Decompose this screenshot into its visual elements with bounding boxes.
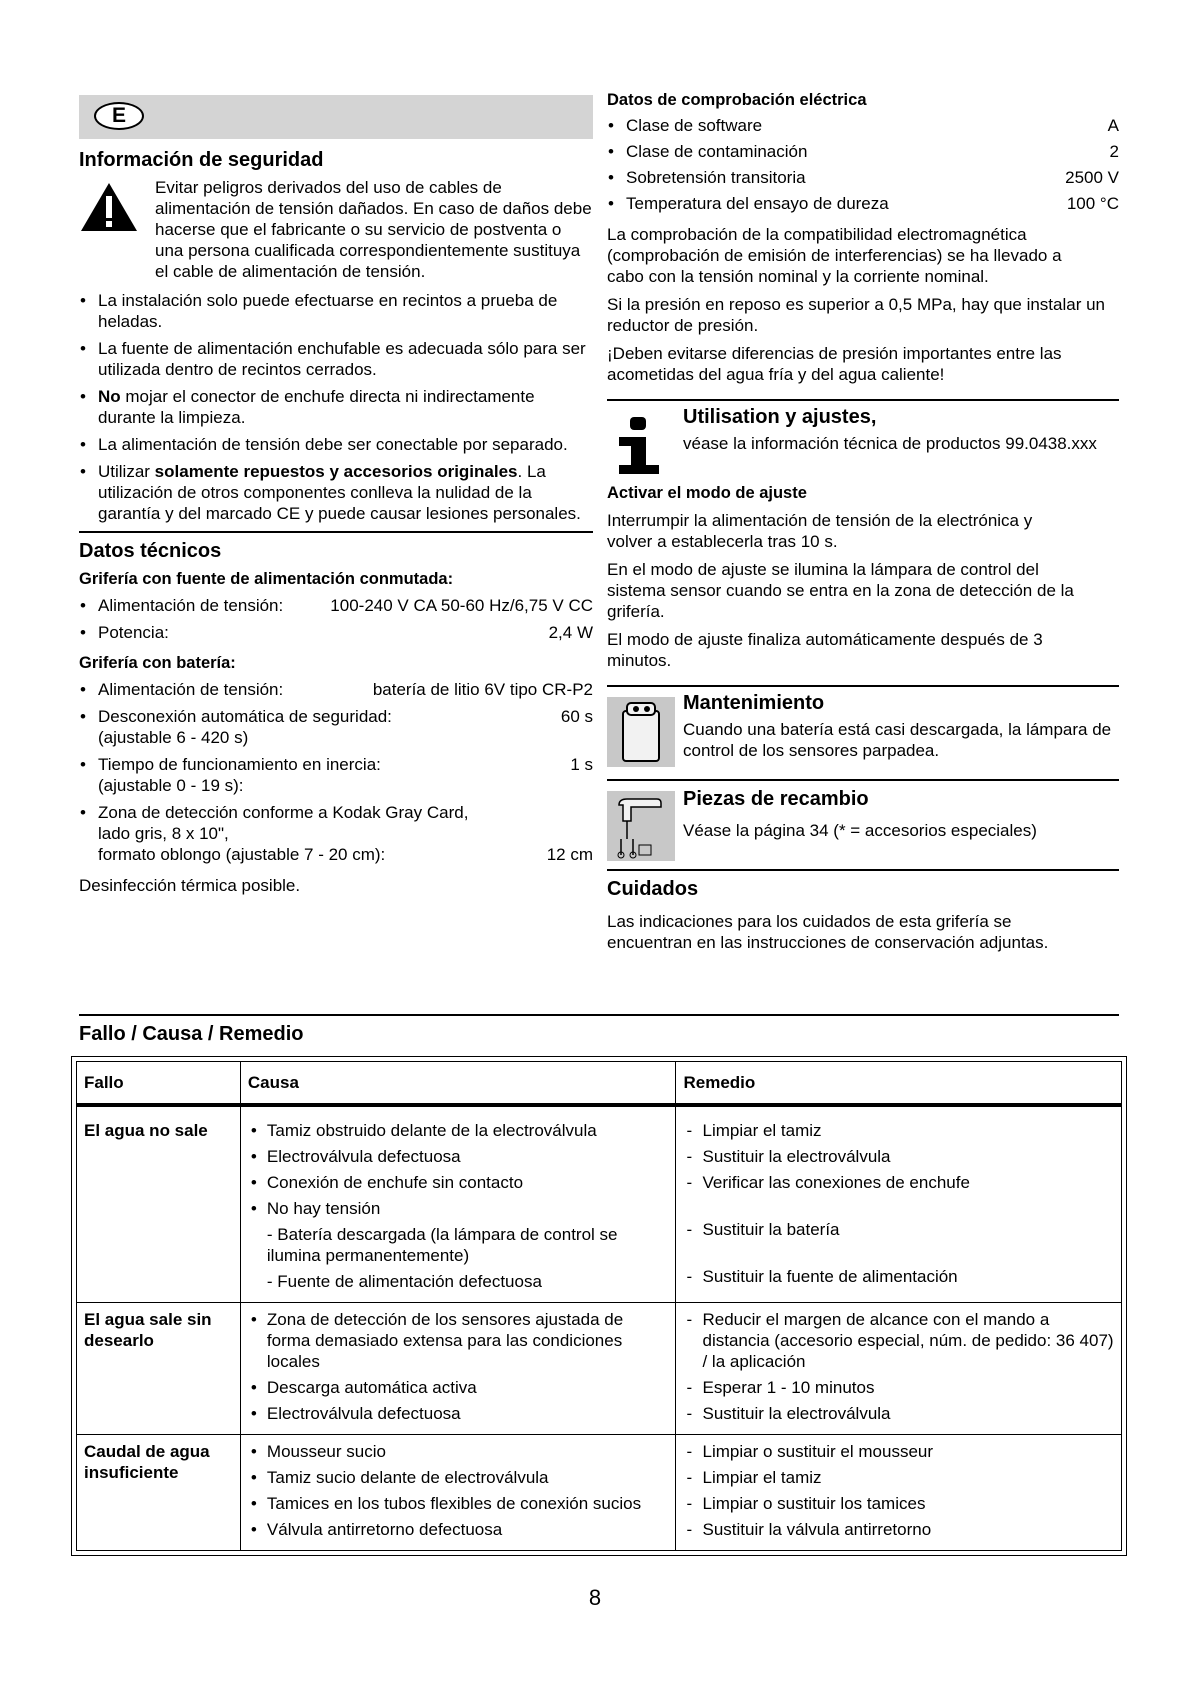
list-item: • Clase de contaminación 2 — [607, 141, 1119, 162]
divider — [607, 399, 1119, 401]
utilisation-title: Utilisation y ajustes, — [683, 406, 877, 428]
list-item: • No hay tensión — [248, 1198, 669, 1219]
list-item: • Mousseur sucio — [248, 1441, 669, 1462]
battery-title: Grifería con batería: — [79, 654, 236, 672]
spare-parts-icon — [607, 791, 675, 861]
page-number: 8 — [588, 1585, 602, 1610]
fault-cell: Caudal de agua insuficiente — [77, 1435, 241, 1551]
maintenance-block — [607, 691, 1119, 765]
table-row — [77, 1105, 1122, 1303]
divider — [607, 779, 1119, 781]
electrical-title: Datos de comprobación eléctrica — [607, 91, 867, 109]
maintenance-text: Cuando una batería está casi descargada, la lámpara de control de los sensores parpadea. — [683, 720, 1112, 760]
list-item: - Esperar 1 - 10 minutos — [683, 1377, 1114, 1398]
activate-title: Activar el modo de ajuste — [607, 484, 807, 502]
list-item: • Potencia: 2,4 W — [79, 622, 593, 643]
list-item: • Temperatura del ensayo de dureza 100 °C — [607, 193, 1119, 214]
header-fallo: Fallo — [77, 1062, 241, 1106]
utilisation-block — [607, 405, 1119, 471]
list-item: • Tiempo de funcionamiento en inercia: 1 s (ajustable 0 - 19 s): — [79, 754, 593, 796]
spares-block — [607, 787, 1119, 859]
warning-text: Evitar peligros derivados del uso de cables de alimentación de tensión dañados. En caso de daños debe hacerse que el fabricante o su servicio de postventa o una persona cualificada correspondientemente sustituya el cable de alimentación de tensión. — [155, 178, 592, 281]
table-row — [77, 1435, 1122, 1551]
spares-title: Piezas de recambio — [683, 788, 869, 810]
safety-list — [79, 290, 593, 524]
cause-cell — [240, 1105, 676, 1303]
list-item: • Electroválvula defectuosa — [248, 1146, 669, 1167]
battery-icon — [607, 697, 675, 767]
divider — [79, 531, 593, 533]
pressure-diff-text: ¡Deben evitarse diferencias de presión importantes entre las acometidas del agua fría y del agua caliente! — [607, 344, 1062, 384]
list-item: • La alimentación de tensión debe ser conectable por separado. — [79, 434, 593, 455]
list-item: • Alimentación de tensión: batería de litio 6V tipo CR-P2 — [79, 679, 593, 700]
remedy-cell — [676, 1303, 1122, 1435]
spares-text: Véase la página 34 (* = accesorios especiales) — [683, 821, 1037, 840]
activate-p2: En el modo de ajuste se ilumina la lámpara de control del sistema sensor cuando se entra en la zona de detección de la grifería. — [607, 560, 1074, 621]
list-item: - Sustituir la electroválvula — [683, 1146, 1114, 1167]
activate-p1: Interrumpir la alimentación de tensión de la electrónica y volver a establecerla tras 10 s. — [607, 511, 1033, 551]
care-title: Cuidados — [607, 878, 699, 900]
tech-title: Datos técnicos — [79, 540, 222, 562]
care-text: Las indicaciones para los cuidados de esta grifería se encuentran en las instrucciones de conservación adjuntas. — [607, 912, 1049, 952]
list-item: • La instalación solo puede efectuarse en recintos a prueba de heladas. — [79, 290, 593, 332]
header-remedio: Remedio — [676, 1062, 1122, 1106]
table-row — [77, 1303, 1122, 1435]
list-item: • Zona de detección de los sensores ajustada de forma demasiado extensa para las condiciones locales — [248, 1309, 669, 1372]
list-item: • Sobretensión transitoria 2500 V — [607, 167, 1119, 188]
list-item: • Conexión de enchufe sin contacto — [248, 1172, 669, 1193]
safety-warning — [79, 177, 593, 282]
language-bar — [79, 95, 593, 139]
list-item: - Limpiar o sustituir los tamices — [683, 1493, 1114, 1514]
divider — [79, 1014, 1119, 1016]
divider — [607, 869, 1119, 871]
list-item: - Reducir el margen de alcance con el mando a distancia (accesorio especial, núm. de pedido: 36 407) / la aplicación — [683, 1309, 1114, 1372]
faults-title: Fallo / Causa / Remedio — [79, 1023, 304, 1045]
list-item: - Sustituir la batería — [683, 1219, 1114, 1240]
list-item: - Sustituir la válvula antirretorno — [683, 1519, 1114, 1540]
utilisation-text: véase la información técnica de productos 99.0438.xxx — [683, 434, 1097, 453]
list-item: • Desconexión automática de seguridad: 60 s (ajustable 6 - 420 s) — [79, 706, 593, 748]
battery-list — [79, 679, 593, 865]
fault-cell: El agua no sale — [77, 1105, 241, 1303]
pressure-text: Si la presión en reposo es superior a 0,5 MPa, hay que instalar un reductor de presión. — [607, 295, 1106, 335]
list-item: - Sustituir la electroválvula — [683, 1403, 1114, 1424]
list-item: • Válvula antirretorno defectuosa — [248, 1519, 669, 1540]
safety-title: Información de seguridad — [79, 149, 324, 171]
fault-table — [76, 1061, 1122, 1551]
list-item: • No mojar el conector de enchufe directa ni indirectamente durante la limpieza. — [79, 386, 593, 428]
list-item: • Zona de detección conforme a Kodak Gray Card, lado gris, 8 x 10", formato oblongo (ajustable 7 - 20 cm): 12 cm — [79, 802, 593, 865]
left-column — [79, 90, 593, 896]
activate-p3: El modo de ajuste finaliza automáticamente después de 3 minutos. — [607, 630, 1043, 670]
list-item: - Sustituir la fuente de alimentación — [683, 1266, 1114, 1287]
list-item: - Limpiar el tamiz — [683, 1467, 1114, 1488]
switched-title: Grifería con fuente de alimentación conmutada: — [79, 570, 454, 588]
table-header-row — [77, 1062, 1122, 1106]
divider — [607, 685, 1119, 687]
list-item: - Batería descargada (la lámpara de control se ilumina permanentemente) — [266, 1225, 618, 1265]
maintenance-title: Mantenimiento — [683, 692, 825, 714]
remedy-cell — [676, 1105, 1122, 1303]
disinfection-note: Desinfección térmica posible. — [79, 876, 301, 895]
list-item: - Limpiar el tamiz — [683, 1120, 1114, 1141]
list-item: • Tamices en los tubos flexibles de conexión sucios — [248, 1493, 669, 1514]
emc-text: La comprobación de la compatibilidad electromagnética (comprobación de emisión de interferencias) se ha llevado a cabo con la tensión nominal y la corriente nominal. — [607, 225, 1062, 286]
list-item: • Tamiz obstruido delante de la electroválvula — [248, 1120, 669, 1141]
cause-cell — [240, 1303, 676, 1435]
remedy-cell — [676, 1435, 1122, 1551]
warning-triangle-icon — [79, 181, 139, 233]
switched-list — [79, 595, 593, 643]
fault-cell: El agua sale sin desearlo — [77, 1303, 241, 1435]
list-item: - Limpiar o sustituir el mousseur — [683, 1441, 1114, 1462]
list-item: • Utilizar solamente repuestos y accesorios originales. La utilización de otros componentes conlleva la nulidad de la garantía y del marcado CE y puede causar lesiones personales. — [79, 461, 593, 524]
list-item: • Descarga automática activa — [248, 1377, 669, 1398]
list-item: • Tamiz sucio delante de electroválvula — [248, 1467, 669, 1488]
language-badge: E — [94, 102, 144, 130]
cause-cell — [240, 1435, 676, 1551]
list-item: • La fuente de alimentación enchufable es adecuada sólo para ser utilizada dentro de recintos cerrados. — [79, 338, 593, 380]
electrical-list — [607, 115, 1119, 214]
list-item: - Fuente de alimentación defectuosa — [266, 1272, 542, 1291]
list-item: - Verificar las conexiones de enchufe — [683, 1172, 1114, 1193]
list-item: • Clase de software A — [607, 115, 1119, 136]
list-item: • Electroválvula defectuosa — [248, 1403, 669, 1424]
list-item: • Alimentación de tensión: 100-240 V CA 50-60 Hz/6,75 V CC — [79, 595, 593, 616]
right-column — [607, 90, 1119, 953]
header-causa: Causa — [240, 1062, 676, 1106]
info-icon — [613, 417, 665, 475]
